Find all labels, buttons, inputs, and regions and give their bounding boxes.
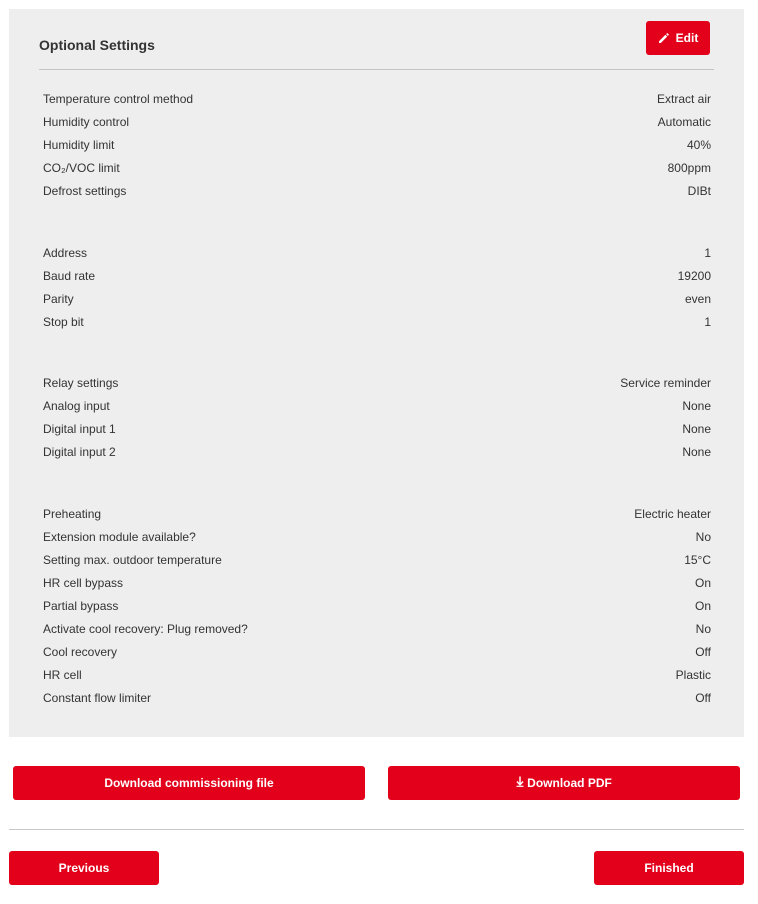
setting-label: Digital input 1 xyxy=(43,421,116,436)
setting-row xyxy=(43,417,711,440)
setting-value: 1 xyxy=(704,245,711,260)
setting-value: Extract air xyxy=(656,91,711,106)
setting-label: HR cell xyxy=(43,667,82,682)
setting-value: even xyxy=(684,291,711,306)
setting-value: Electric heater xyxy=(634,506,711,521)
setting-row xyxy=(43,156,711,179)
setting-row xyxy=(43,525,711,548)
finished-button-label: Finished xyxy=(644,861,694,875)
setting-value: None xyxy=(682,444,711,459)
setting-value: 15°C xyxy=(684,552,711,567)
setting-label: Address xyxy=(43,245,88,260)
setting-label: Analog input xyxy=(43,398,110,413)
setting-value: 19200 xyxy=(677,268,711,283)
setting-row xyxy=(43,617,711,640)
setting-row xyxy=(43,440,711,463)
setting-value: Service reminder xyxy=(620,375,711,390)
setting-label: Temperature control method xyxy=(43,91,194,106)
setting-row xyxy=(43,640,711,663)
setting-label: Baud rate xyxy=(43,268,96,283)
setting-row xyxy=(43,179,711,202)
setting-value: No xyxy=(695,621,711,636)
setting-value: 800ppm xyxy=(667,160,711,175)
setting-value: Off xyxy=(695,690,711,705)
setting-label: Cool recovery xyxy=(43,644,118,659)
download-pdf-button[interactable] xyxy=(388,766,740,800)
setting-row xyxy=(43,287,711,310)
setting-value: Automatic xyxy=(657,114,711,129)
setting-value: On xyxy=(694,575,711,590)
setting-value: Plastic xyxy=(675,667,711,682)
setting-label: Relay settings xyxy=(43,375,119,390)
setting-value: 40% xyxy=(686,137,711,152)
pencil-icon xyxy=(658,32,670,44)
page-divider xyxy=(9,829,744,830)
setting-label: Setting max. outdoor temperature xyxy=(43,552,222,567)
setting-label: Humidity control xyxy=(43,114,130,129)
setting-row xyxy=(43,110,711,133)
setting-row xyxy=(43,502,711,525)
setting-row xyxy=(43,133,711,156)
setting-label: Parity xyxy=(43,291,74,306)
setting-value: DIBt xyxy=(687,183,711,198)
download-pdf-label: Download PDF xyxy=(527,776,612,790)
setting-label: Digital input 2 xyxy=(43,444,116,459)
setting-row xyxy=(43,241,711,264)
setting-row xyxy=(43,371,711,394)
previous-button-label: Previous xyxy=(58,861,110,875)
setting-value: On xyxy=(694,598,711,613)
setting-row xyxy=(43,548,711,571)
setting-label: Stop bit xyxy=(43,314,84,329)
setting-label: Extension module available? xyxy=(43,529,196,544)
setting-value: None xyxy=(682,398,711,413)
setting-row xyxy=(43,394,711,417)
setting-value: None xyxy=(682,421,711,436)
edit-button-label: Edit xyxy=(675,31,699,45)
optional-settings-panel xyxy=(9,9,744,737)
settings-group-heating xyxy=(43,502,711,709)
setting-row xyxy=(43,571,711,594)
previous-button[interactable] xyxy=(9,851,159,885)
panel-divider xyxy=(39,69,714,70)
settings-group-inputs xyxy=(43,371,711,463)
settings-group-communication xyxy=(43,241,711,333)
setting-row xyxy=(43,594,711,617)
setting-label: Activate cool recovery: Plug removed? xyxy=(43,621,248,636)
setting-label: Preheating xyxy=(43,506,102,521)
download-commissioning-label: Download commissioning file xyxy=(104,776,274,790)
setting-label: HR cell bypass xyxy=(43,575,124,590)
setting-label: CO₂/VOC limit xyxy=(43,160,120,175)
setting-label: Humidity limit xyxy=(43,137,115,152)
setting-value: No xyxy=(695,529,711,544)
setting-label: Constant flow limiter xyxy=(43,690,152,705)
settings-group-climate xyxy=(43,87,711,202)
setting-row xyxy=(43,310,711,333)
finished-button[interactable] xyxy=(594,851,744,885)
download-commissioning-file-button[interactable] xyxy=(13,766,365,800)
setting-row xyxy=(43,87,711,110)
setting-row xyxy=(43,264,711,287)
setting-label: Partial bypass xyxy=(43,598,119,613)
setting-row xyxy=(43,663,711,686)
setting-row xyxy=(43,686,711,709)
download-arrow-icon xyxy=(516,776,524,790)
panel-title: Optional Settings xyxy=(39,37,155,53)
setting-label: Defrost settings xyxy=(43,183,127,198)
setting-value: Off xyxy=(695,644,711,659)
edit-button[interactable] xyxy=(646,21,710,55)
setting-value: 1 xyxy=(704,314,711,329)
